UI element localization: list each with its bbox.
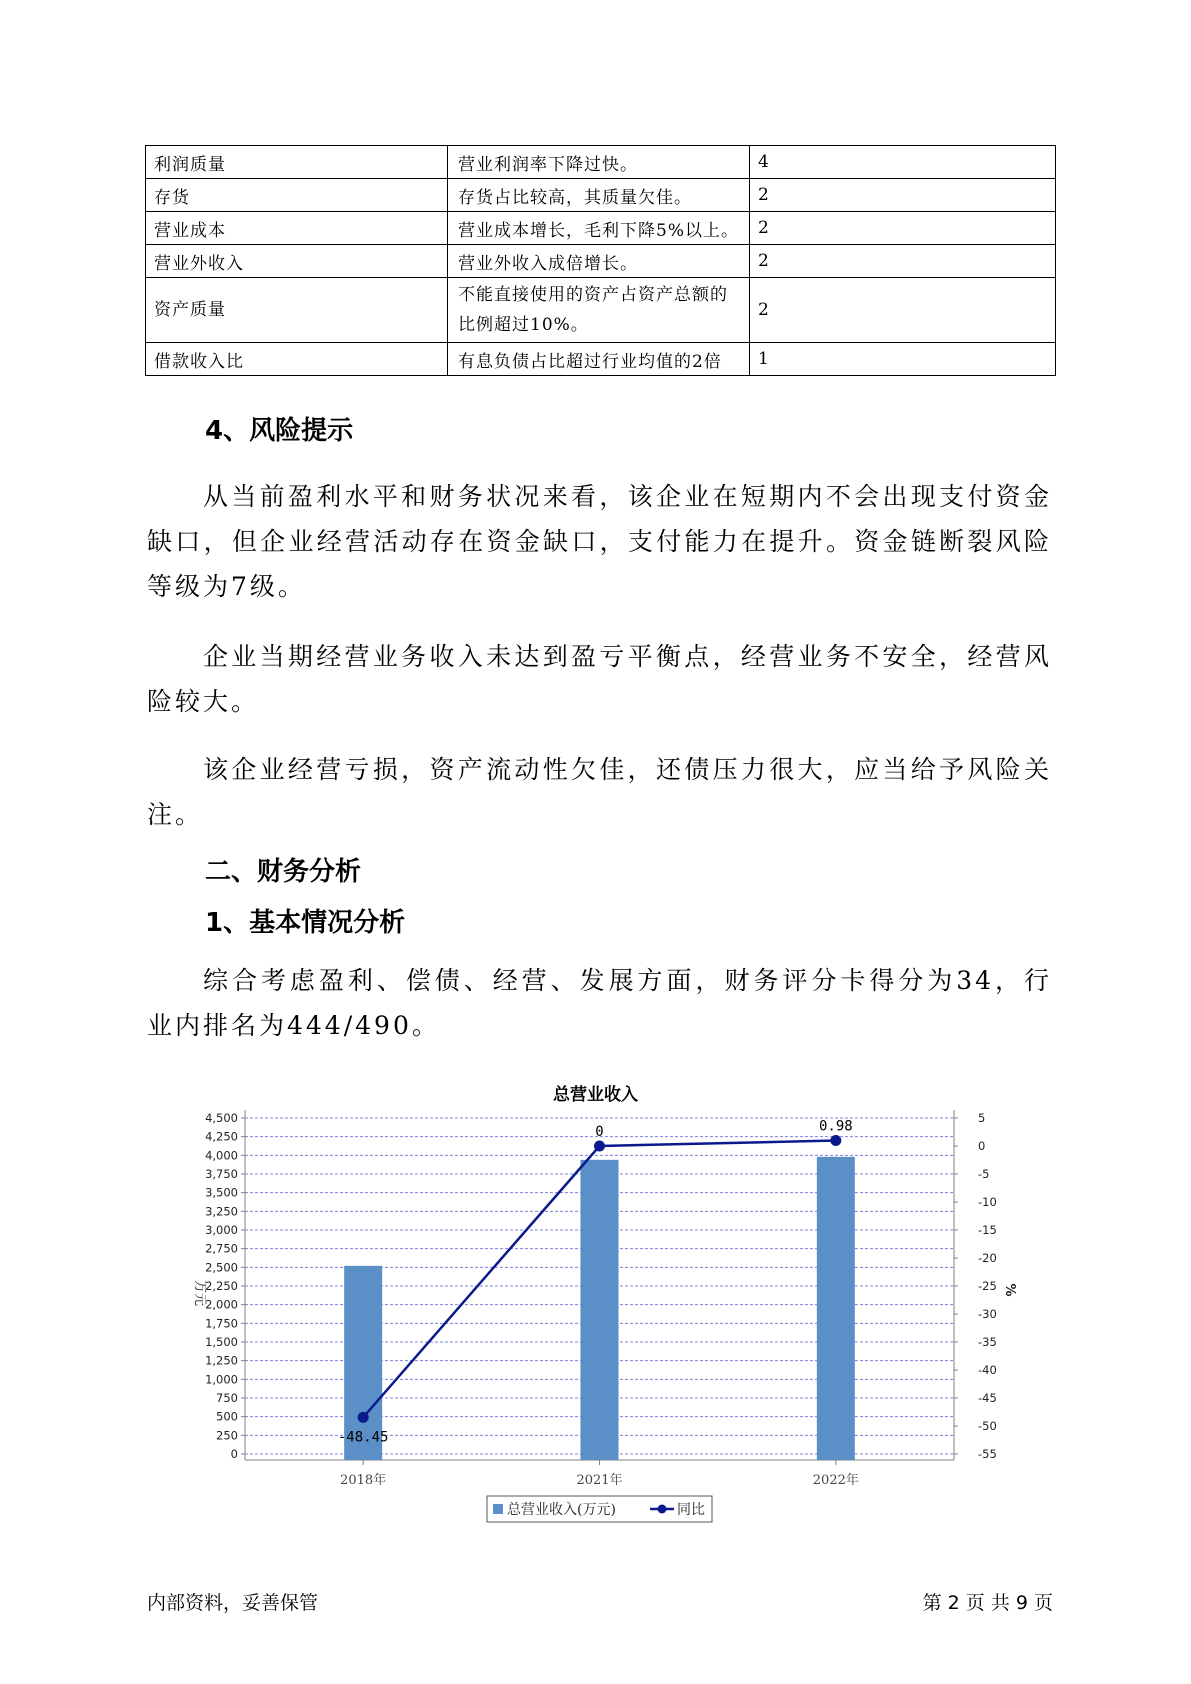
left-tick-label: 1,750 <box>205 1316 238 1331</box>
left-tick-label: 2,750 <box>205 1241 238 1256</box>
table-cell-desc: 有息负债占比超过行业均值的2倍 <box>448 343 750 376</box>
right-tick-label: -5 <box>978 1167 990 1181</box>
x-tick-label: 2018年 <box>340 1473 387 1488</box>
left-tick-label: 4,500 <box>205 1111 238 1125</box>
basic-analysis-heading: 1、基本情况分析 <box>205 908 406 938</box>
right-tick-label: -15 <box>978 1223 997 1237</box>
right-tick-label: -25 <box>978 1279 997 1293</box>
left-tick-label: 1,500 <box>205 1335 238 1349</box>
footer-page-number: 第 2 页 共 9 页 <box>922 1592 1053 1614</box>
table-cell-score: 4 <box>750 146 1056 179</box>
yoy-point <box>594 1141 605 1152</box>
right-tick-label: 0 <box>978 1139 986 1153</box>
right-tick-label: 5 <box>978 1111 986 1125</box>
right-tick-label: -50 <box>978 1419 997 1433</box>
yoy-data-label: -48.45 <box>337 1429 389 1446</box>
x-tick-label: 2022年 <box>812 1473 859 1488</box>
left-tick-label: 3,000 <box>205 1223 238 1237</box>
table-cell-item: 利润质量 <box>146 146 448 179</box>
left-tick-label: 4,000 <box>205 1148 238 1163</box>
right-tick-label: -35 <box>978 1335 997 1349</box>
left-tick-label: 2,250 <box>205 1279 238 1293</box>
risk-paragraph-1: 从当前盈利水平和财务状况来看，该企业在短期内不会出现支付资金缺口，但企业经营活动存在资金缺口，支付能力在提升。资金链断裂风险等级为7级。 <box>147 482 1052 601</box>
basic-analysis-paragraph: 综合考虑盈利、偿债、经营、发展方面，财务评分卡得分为34，行业内排名为444/490。 <box>147 966 1052 1040</box>
revenue-bar <box>581 1160 619 1460</box>
right-tick-label: -10 <box>978 1195 997 1209</box>
table-cell-desc: 存货占比较高，其质量欠佳。 <box>448 179 750 212</box>
risk-paragraph-2: 企业当期经营业务收入未达到盈亏平衡点，经营业务不安全，经营风险较大。 <box>147 642 1052 716</box>
right-tick-label: -20 <box>978 1251 997 1265</box>
table-cell-score: 2 <box>750 245 1056 278</box>
right-tick-label: -40 <box>978 1363 997 1377</box>
left-tick-label: 3,500 <box>205 1185 238 1200</box>
financial-analysis-heading: 二、财务分析 <box>205 857 362 887</box>
table-cell-item: 借款收入比 <box>146 343 448 376</box>
yoy-data-label: 0 <box>595 1124 604 1140</box>
table-cell-item: 营业外收入 <box>146 245 448 278</box>
yoy-data-label: 0.98 <box>818 1118 853 1135</box>
table-cell-desc: 不能直接使用的资产占资产总额的比例超过10%。 <box>448 278 750 343</box>
legend-swatch-dot <box>658 1505 667 1514</box>
left-tick-label: 1,000 <box>205 1372 238 1387</box>
left-tick-label: 4,250 <box>205 1129 238 1144</box>
y-axis-label: 万元 <box>192 1279 207 1307</box>
left-tick-label: 2,500 <box>205 1260 238 1275</box>
left-tick-label: 750 <box>216 1391 238 1405</box>
left-tick-label: 0 <box>230 1447 238 1461</box>
table-cell-desc: 营业利润率下降过快。 <box>448 146 750 179</box>
yoy-point <box>358 1412 369 1423</box>
legend-label-bar: 总营业收入(万元) <box>507 1502 616 1518</box>
table-cell-item: 存货 <box>146 179 448 212</box>
table-cell-item: 资产质量 <box>146 278 448 343</box>
right-tick-label: -55 <box>978 1447 997 1461</box>
yoy-point <box>830 1135 841 1146</box>
table-cell-item: 营业成本 <box>146 212 448 245</box>
left-tick-label: 1,250 <box>205 1353 238 1368</box>
table-cell-score: 2 <box>750 212 1056 245</box>
table-cell-score: 2 <box>750 278 1056 343</box>
footer-confidential: 内部资料，妥善保管 <box>147 1592 319 1614</box>
legend-label-line: 同比 <box>677 1502 705 1518</box>
right-tick-label: -30 <box>978 1307 997 1321</box>
left-tick-label: 3,750 <box>205 1167 238 1181</box>
table-cell-desc: 营业外收入成倍增长。 <box>448 245 750 278</box>
risk-heading: 4、风险提示 <box>205 416 354 446</box>
revenue-bar <box>817 1157 855 1460</box>
left-tick-label: 500 <box>216 1409 238 1424</box>
left-tick-label: 2,000 <box>205 1297 238 1312</box>
risk-paragraph-3: 该企业经营亏损，资产流动性欠佳，还债压力很大，应当给予风险关注。 <box>147 755 1052 829</box>
table-cell-score: 1 <box>750 343 1056 376</box>
legend-swatch-bar <box>493 1504 503 1514</box>
right-tick-label: -45 <box>978 1391 997 1405</box>
table-cell-score: 2 <box>750 179 1056 212</box>
chart-title: 总营业收入 <box>553 1085 638 1105</box>
table-cell-desc: 营业成本增长，毛利下降5%以上。 <box>448 212 750 245</box>
y2-axis-label: % <box>1002 1283 1017 1297</box>
left-tick-label: 250 <box>216 1428 238 1443</box>
x-tick-label: 2021年 <box>576 1473 623 1488</box>
left-tick-label: 3,250 <box>205 1204 238 1219</box>
